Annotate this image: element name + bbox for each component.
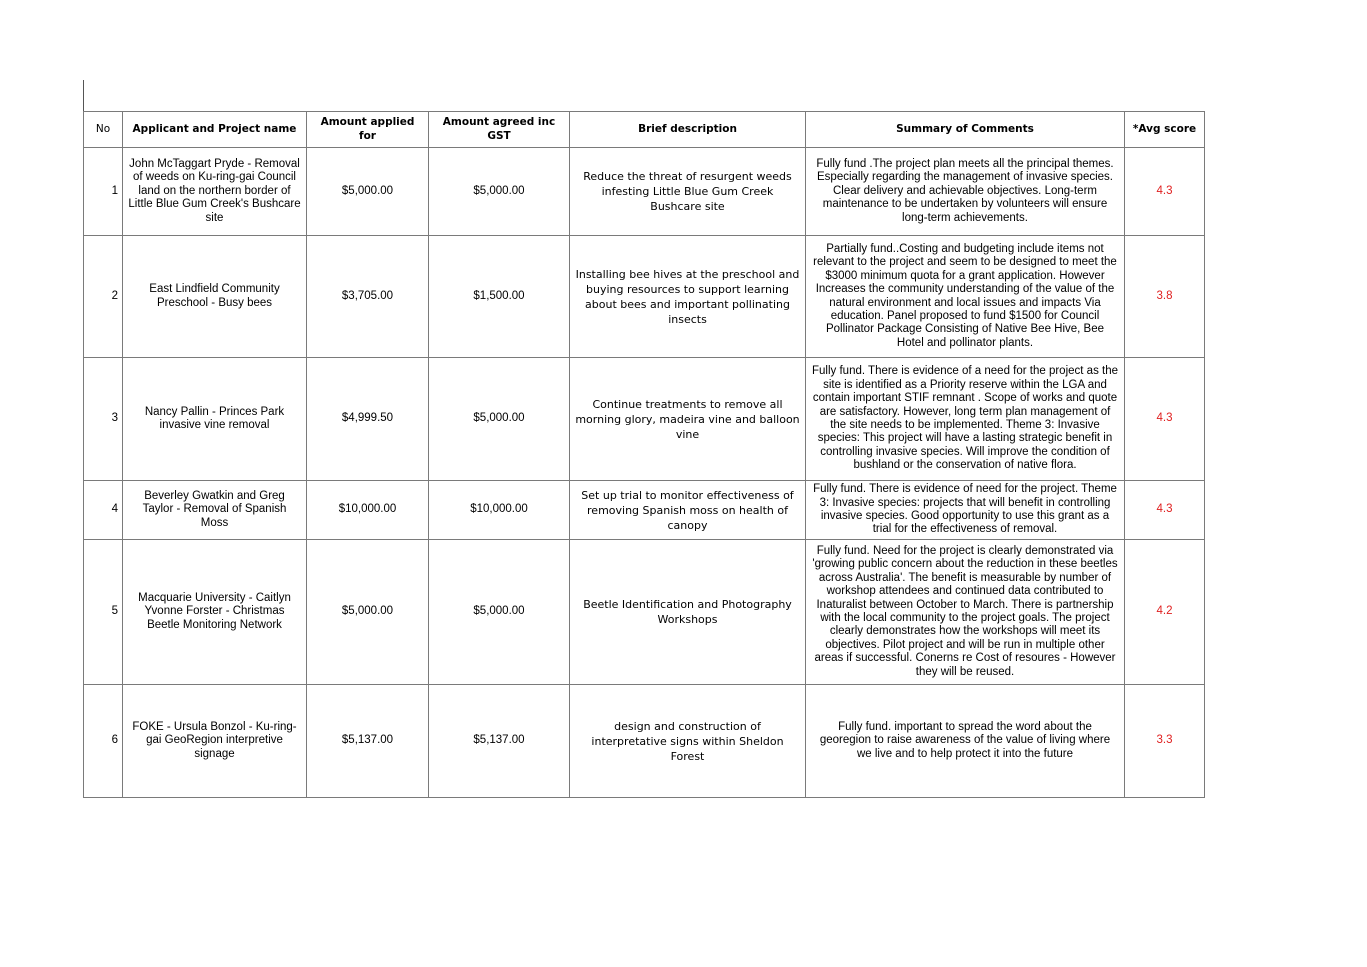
applicant-cell: Beverley Gwatkin and Greg Taylor - Removal of Spanish Moss — [123, 481, 307, 540]
table-row — [84, 540, 1205, 685]
applicant-cell: FOKE - Ursula Bonzol - Ku-ring-gai GeoRegion interpretive signage — [123, 685, 307, 798]
brief-description-cell: Continue treatments to remove all morning glory, madeira vine and balloon vine — [570, 358, 806, 481]
amount-agreed-cell: $10,000.00 — [429, 481, 570, 540]
comments-cell: Fully fund. important to spread the word about the georegion to raise awareness of the value of living where we live and to help protect it into the future — [806, 685, 1125, 798]
brief-description-cell: Beetle Identification and Photography Workshops — [570, 540, 806, 685]
row-number: 6 — [84, 685, 123, 798]
comments-cell: Partially fund..Costing and budgeting include items not relevant to the project and seem to be designed to meet the $3000 minimum quota for a grant application. However Increases the community understanding of the value of the natural environment and local issues and impacts Via education. Panel proposed to fund $1500 for Council Pollinator Package Consisting of Native Bee Hive, Bee Hotel and pollinator plants. — [806, 236, 1125, 358]
applicant-cell: Nancy Pallin - Princes Park invasive vine removal — [123, 358, 307, 481]
avg-score-cell: 3.8 — [1125, 236, 1205, 358]
amount-agreed-cell: $5,000.00 — [429, 148, 570, 236]
row-number: 3 — [84, 358, 123, 481]
row-number: 5 — [84, 540, 123, 685]
amount-applied-cell: $5,000.00 — [307, 148, 429, 236]
avg-score-cell: 4.2 — [1125, 540, 1205, 685]
amount-applied-cell: $4,999.50 — [307, 358, 429, 481]
brief-description-cell: design and construction of interpretative signs within Sheldon Forest — [570, 685, 806, 798]
comments-cell: Fully fund. There is evidence of need for the project. Theme 3: Invasive species: projects that will benefit in controlling invasive species. Good opportunity to use this grant as a trial for the effectiveness of removal. — [806, 481, 1125, 540]
table-row — [84, 481, 1205, 540]
avg-score-cell: 4.3 — [1125, 481, 1205, 540]
applicant-cell: Macquarie University - Caitlyn Yvonne Forster - Christmas Beetle Monitoring Network — [123, 540, 307, 685]
amount-agreed-cell: $1,500.00 — [429, 236, 570, 358]
applicant-cell: John McTaggart Pryde - Removal of weeds on Ku-ring-gai Council land on the northern border of Little Blue Gum Creek's Bushcare site — [123, 148, 307, 236]
avg-score-cell: 4.3 — [1125, 148, 1205, 236]
applicant-cell: East Lindfield Community Preschool - Busy bees — [123, 236, 307, 358]
row-number: 2 — [84, 236, 123, 358]
page-margin-rule — [83, 80, 84, 111]
amount-agreed-cell: $5,000.00 — [429, 358, 570, 481]
amount-agreed-cell: $5,000.00 — [429, 540, 570, 685]
comments-cell: Fully fund. There is evidence of a need for the project as the site is identified as a Priority reserve within the LGA and contain important STIF remnant . Scope of works and quote are satisfactory. However, long term plan management of the site needs to be implemented. Theme 3: Invasive species: This project will have a lasting strategic benefit in controlling invasive species. Will improve the condition of bushland or the conservation of native flora. — [806, 358, 1125, 481]
table-row — [84, 685, 1205, 798]
comments-cell: Fully fund .The project plan meets all the principal themes. Especially regarding the management of invasive species. Clear delivery and achievable objectives. Long-term maintenance to be undertaken by volunteers will ensure long-term achievements. — [806, 148, 1125, 236]
brief-description-cell: Reduce the threat of resurgent weeds infesting Little Blue Gum Creek Bushcare site — [570, 148, 806, 236]
amount-applied-cell: $3,705.00 — [307, 236, 429, 358]
table-row — [84, 358, 1205, 481]
comments-cell: Fully fund. Need for the project is clearly demonstrated via 'growing public concern about the reduction in these beetles across Australia'. The benefit is measurable by number of workshop attendees and continued data contributed to Inaturalist between October to March. There is partnership with the local community to the project goals. The project clearly demonstrates how the workshops will meet its objectives. Pilot project and will be run in multiple other areas if successful. Conerns re Cost of resoures - However they will be reused. — [806, 540, 1125, 685]
header-avg-score: *Avg score — [1125, 112, 1205, 148]
row-number: 4 — [84, 481, 123, 540]
grants-table — [83, 111, 1205, 798]
avg-score-cell: 4.3 — [1125, 358, 1205, 481]
header-applicant: Applicant and Project name — [123, 112, 307, 148]
amount-applied-cell: $5,000.00 — [307, 540, 429, 685]
amount-applied-cell: $5,137.00 — [307, 685, 429, 798]
header-brief-description: Brief description — [570, 112, 806, 148]
brief-description-cell: Installing bee hives at the preschool and buying resources to support learning about bees and important pollinating insects — [570, 236, 806, 358]
table-header-row — [84, 112, 1205, 148]
header-amount-agreed: Amount agreed inc GST — [429, 112, 570, 148]
table-row — [84, 148, 1205, 236]
brief-description-cell: Set up trial to monitor effectiveness of removing Spanish moss on health of canopy — [570, 481, 806, 540]
avg-score-cell: 3.3 — [1125, 685, 1205, 798]
header-summary-comments: Summary of Comments — [806, 112, 1125, 148]
table-row — [84, 236, 1205, 358]
header-amount-applied: Amount applied for — [307, 112, 429, 148]
row-number: 1 — [84, 148, 123, 236]
header-no: No — [84, 112, 123, 148]
amount-agreed-cell: $5,137.00 — [429, 685, 570, 798]
amount-applied-cell: $10,000.00 — [307, 481, 429, 540]
